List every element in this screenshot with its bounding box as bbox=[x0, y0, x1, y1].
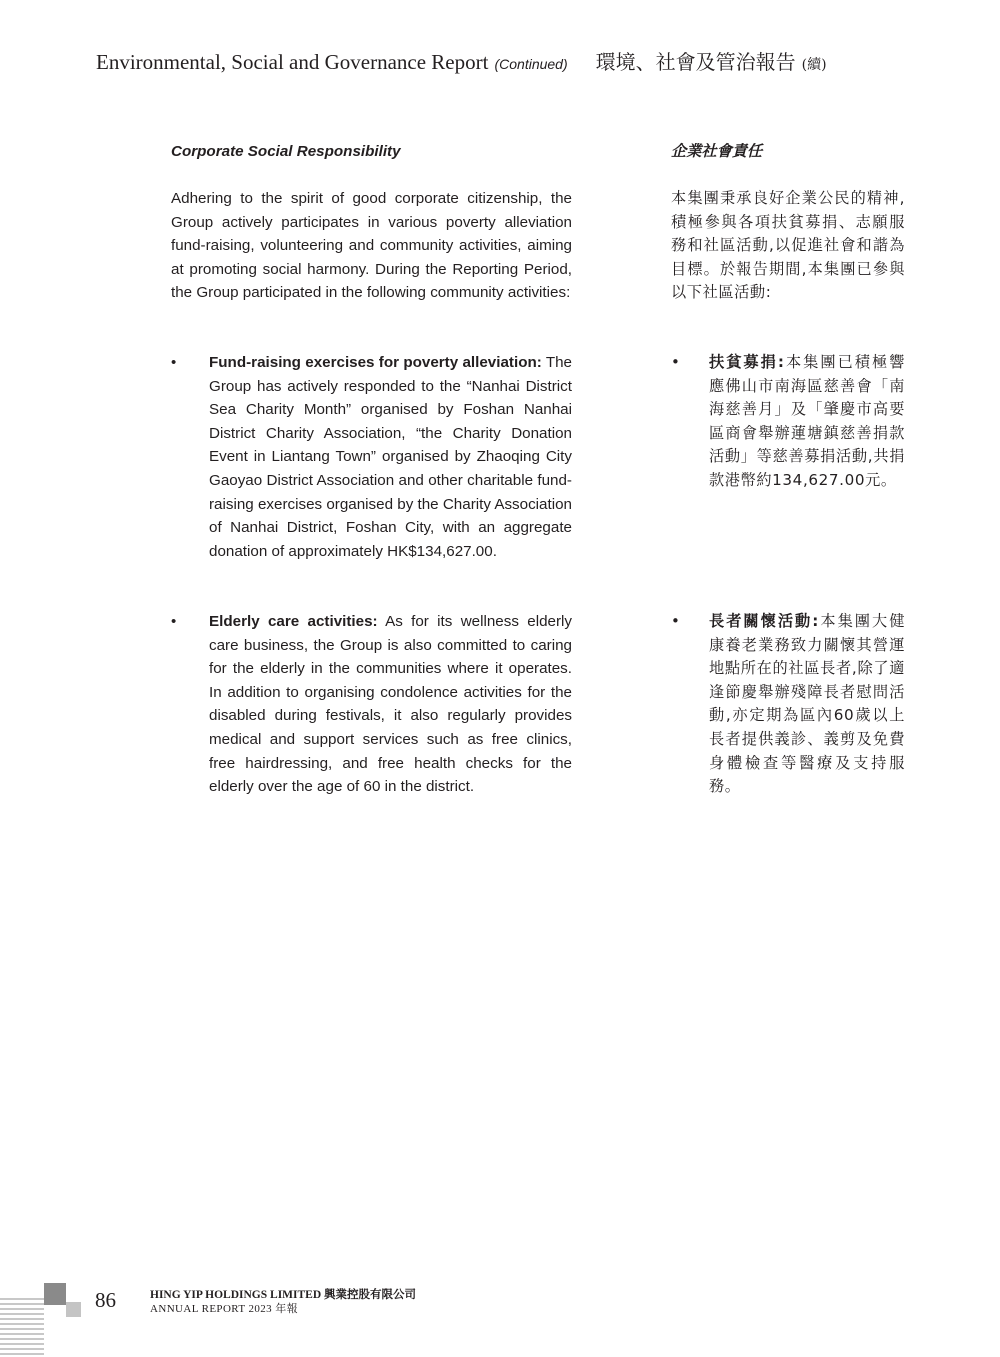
bullet-text: The Group has actively responded to the “Nanhai District Sea Charity Month” organised by Foshan Nanhai District Charity Association, “the Charity Donation Event in Liantang Town” organised by Zhaoqing City Gaoyao District Association and other charitable fund-raising exercises organised by the Charity Association of Nanhai District, Foshan City, with an aggregate donation of approximately HK$134,627.00. bbox=[209, 354, 572, 560]
deco-stripes bbox=[0, 1298, 44, 1355]
bullet-item-elderly-zh bbox=[671, 610, 905, 799]
bullet-text: 本集團已積極響應佛山市南海區慈善會「南海慈善月」及「肇慶市高要區商會舉辦蓮塘鎮慈善捐款活動」等慈善募捐活動,共捐款港幣約134,627.00元。 bbox=[709, 353, 906, 489]
section-title-zh: 企業社會責任 bbox=[671, 142, 763, 160]
bullet-body bbox=[709, 351, 905, 493]
bullet-body bbox=[209, 610, 572, 799]
bullet-heading: Fund-raising exercises for poverty alleviation: bbox=[209, 354, 542, 371]
bullet-marker: • bbox=[671, 612, 680, 630]
deco-square-light bbox=[66, 1302, 81, 1317]
footer-company-name: HING YIP HOLDINGS LIMITED 興業控股有限公司 bbox=[150, 1289, 417, 1301]
bullet-marker: • bbox=[671, 353, 680, 371]
chinese-column bbox=[671, 140, 906, 796]
bullet-text: 本集團大健康養老業務致力關懷其營運地點所在的社區長者,除了適逢節慶舉辦殘障長者慰問活動,亦定期為區內60歲以上長者提供義診、義剪及免費身體檢查等醫療及支持服務。 bbox=[709, 612, 906, 796]
header-title-zh: 環境、社會及管治報告 bbox=[595, 50, 796, 74]
intro-paragraph-en: Adhering to the spirit of good corporate citizenship, the Group actively participates in various poverty alleviation fund-raising, volunteering and community activities, aiming at promoting social harmony. During the Reporting Period, the Group participated in the following community activities: bbox=[171, 190, 572, 302]
bullet-marker: • bbox=[171, 613, 177, 630]
bullet-heading: 長者關懷活動: bbox=[709, 612, 819, 630]
bullet-body bbox=[209, 351, 572, 563]
header-continued-zh: (續) bbox=[801, 57, 827, 73]
header-continued-en: (Continued) bbox=[494, 56, 568, 72]
page-header bbox=[96, 46, 827, 80]
bullet-heading: Elderly care activities: bbox=[209, 613, 378, 630]
bullet-text: As for its wellness elderly care business, the Group is also committed to caring for the elderly in the communities where it operates. In addition to organising condolence activities for the disabled during festivals, it also regularly provides medical and support services such as free clinics, free hairdressing, and free health checks for the elderly over the age of 60 in the district. bbox=[209, 613, 572, 796]
header-title-en: Environmental, Social and Governance Report bbox=[96, 50, 489, 74]
intro-paragraph-zh: 本集團秉承良好企業公民的精神,積極參與各項扶貧募捐、志願服務和社區活動,以促進社會和諧為目標。於報告期間,本集團已參與以下社區活動: bbox=[671, 189, 905, 302]
footer-report-title: ANNUAL REPORT 2023 年報 bbox=[150, 1303, 298, 1315]
footer-decoration bbox=[0, 1280, 90, 1357]
section-title-en: Corporate Social Responsibility bbox=[171, 143, 401, 160]
bullet-heading: 扶貧募捐: bbox=[709, 353, 785, 371]
english-column bbox=[171, 140, 572, 796]
bullet-marker: • bbox=[171, 354, 177, 371]
page-number: 86 bbox=[95, 1288, 116, 1312]
bullet-body bbox=[709, 610, 905, 799]
bullet-item-elderly-en bbox=[171, 610, 572, 799]
bullet-item-fundraising-en bbox=[171, 351, 572, 563]
deco-square-dark bbox=[44, 1283, 66, 1305]
bullet-item-fundraising-zh bbox=[671, 351, 905, 493]
